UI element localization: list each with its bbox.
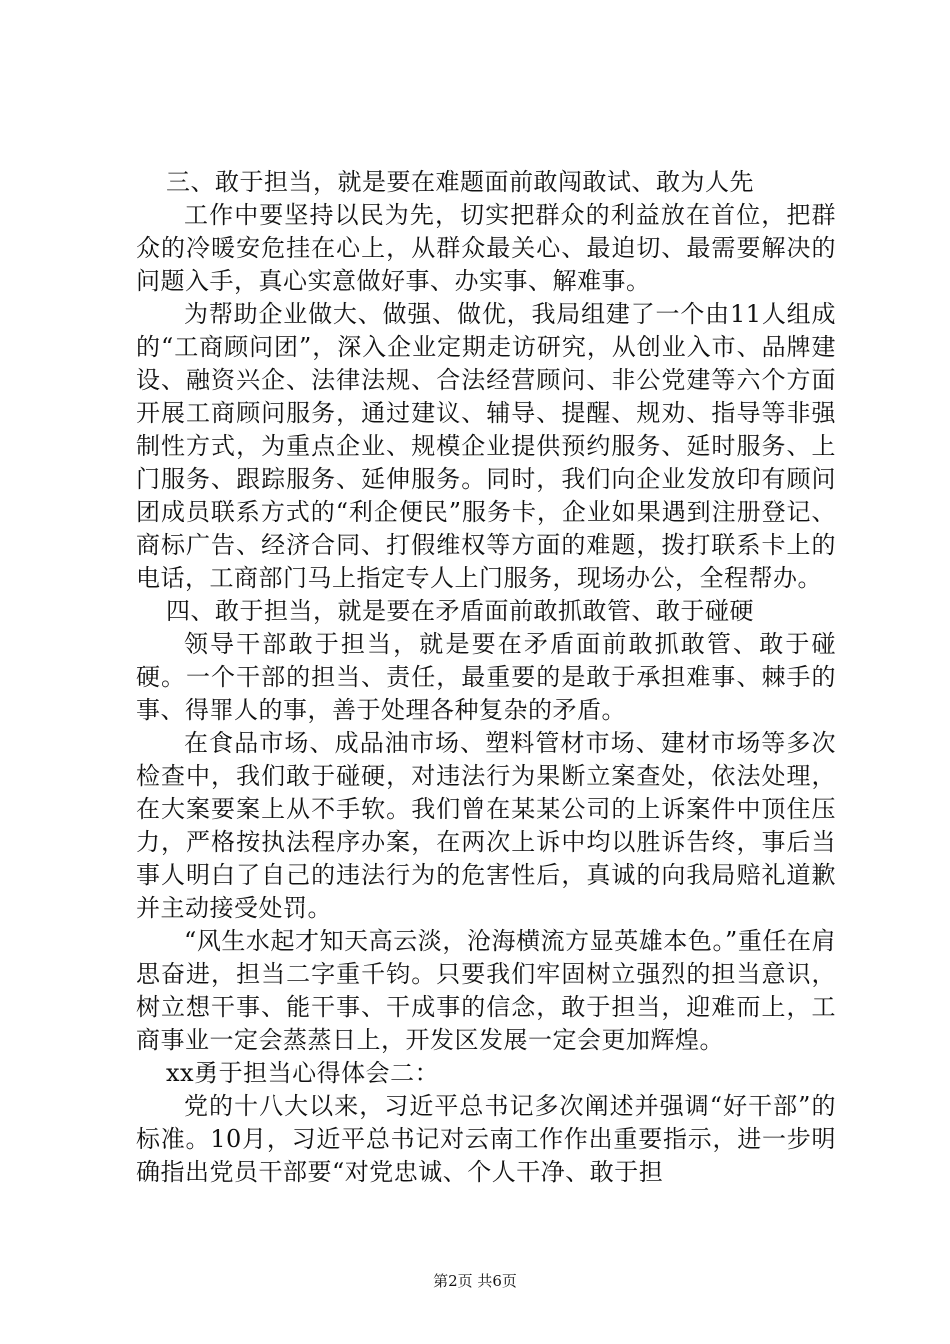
paragraph: 在食品市场、成品油市场、塑料管材市场、建材市场等多次检查中，我们敢于碰硬，对违法行为果断立案查处，依法处理，在大案要案上从不手软。我们曾在某某公司的上诉案件中顶住压力，严格按执法程序办案，在两次上诉中均以胜诉告终，事后当事人明白了自己的违法行为的危害性后，真诚的向我局赔礼道歉并主动接受处罚。 bbox=[136, 729, 836, 922]
paragraph: “风生水起才知天高云淡，沧海横流方显英雄本色。”重任在肩思奋进，担当二字重千钧。只要我们牢固树立强烈的担当意识，树立想干事、能干事、干成事的信念，敢于担当，迎难而上，工商事业一定会蒸蒸日上，开发区发展一定会更加辉煌。 bbox=[136, 927, 836, 1054]
page-footer: 第2页 共6页 bbox=[433, 1272, 517, 1290]
subtitle-heading: xx勇于担当心得体会二： bbox=[166, 1059, 440, 1087]
paragraph: 党的十八大以来，习近平总书记多次阐述并强调“好干部”的标准。10月，习近平总书记对云南工作作出重要指示，进一步明确指出党员干部要“对党忠诚、个人干净、敢于担 bbox=[136, 1092, 836, 1186]
section-heading-3: 三、敢于担当，就是要在难题面前敢闯敢试、敢为人先 bbox=[166, 168, 754, 196]
paragraph: 领导干部敢于担当，就是要在矛盾面前敢抓敢管、敢于碰硬。一个干部的担当、责任，最重要的是敢于承担难事、棘手的事、得罪人的事，善于处理各种复杂的矛盾。 bbox=[136, 630, 836, 724]
section-heading-4: 四、敢于担当，就是要在矛盾面前敢抓敢管、敢于碰硬 bbox=[166, 597, 754, 625]
paragraph: 为帮助企业做大、做强、做优，我局组建了一个由11人组成的“工商顾问团”，深入企业定期走访研究，从创业入市、品牌建设、融资兴企、法律法规、合法经营顾问、非公党建等六个方面开展工商顾问服务，通过建议、辅导、提醒、规劝、指导等非强制性方式，为重点企业、规模企业提供预约服务、延时服务、上门服务、跟踪服务、延伸服务。同时，我们向企业发放印有顾问团成员联系方式的“利企便民”服务卡，企业如果遇到注册登记、商标广告、经济合同、打假维权等方面的难题，拨打联系卡上的电话，工商部门马上指定专人上门服务，现场办公，全程帮办。 bbox=[136, 300, 836, 592]
paragraph: 工作中要坚持以民为先，切实把群众的利益放在首位，把群众的冷暖安危挂在心上，从群众最关心、最迫切、最需要解决的问题入手，真心实意做好事、办实事、解难事。 bbox=[136, 201, 836, 295]
document-body bbox=[136, 166, 836, 1189]
